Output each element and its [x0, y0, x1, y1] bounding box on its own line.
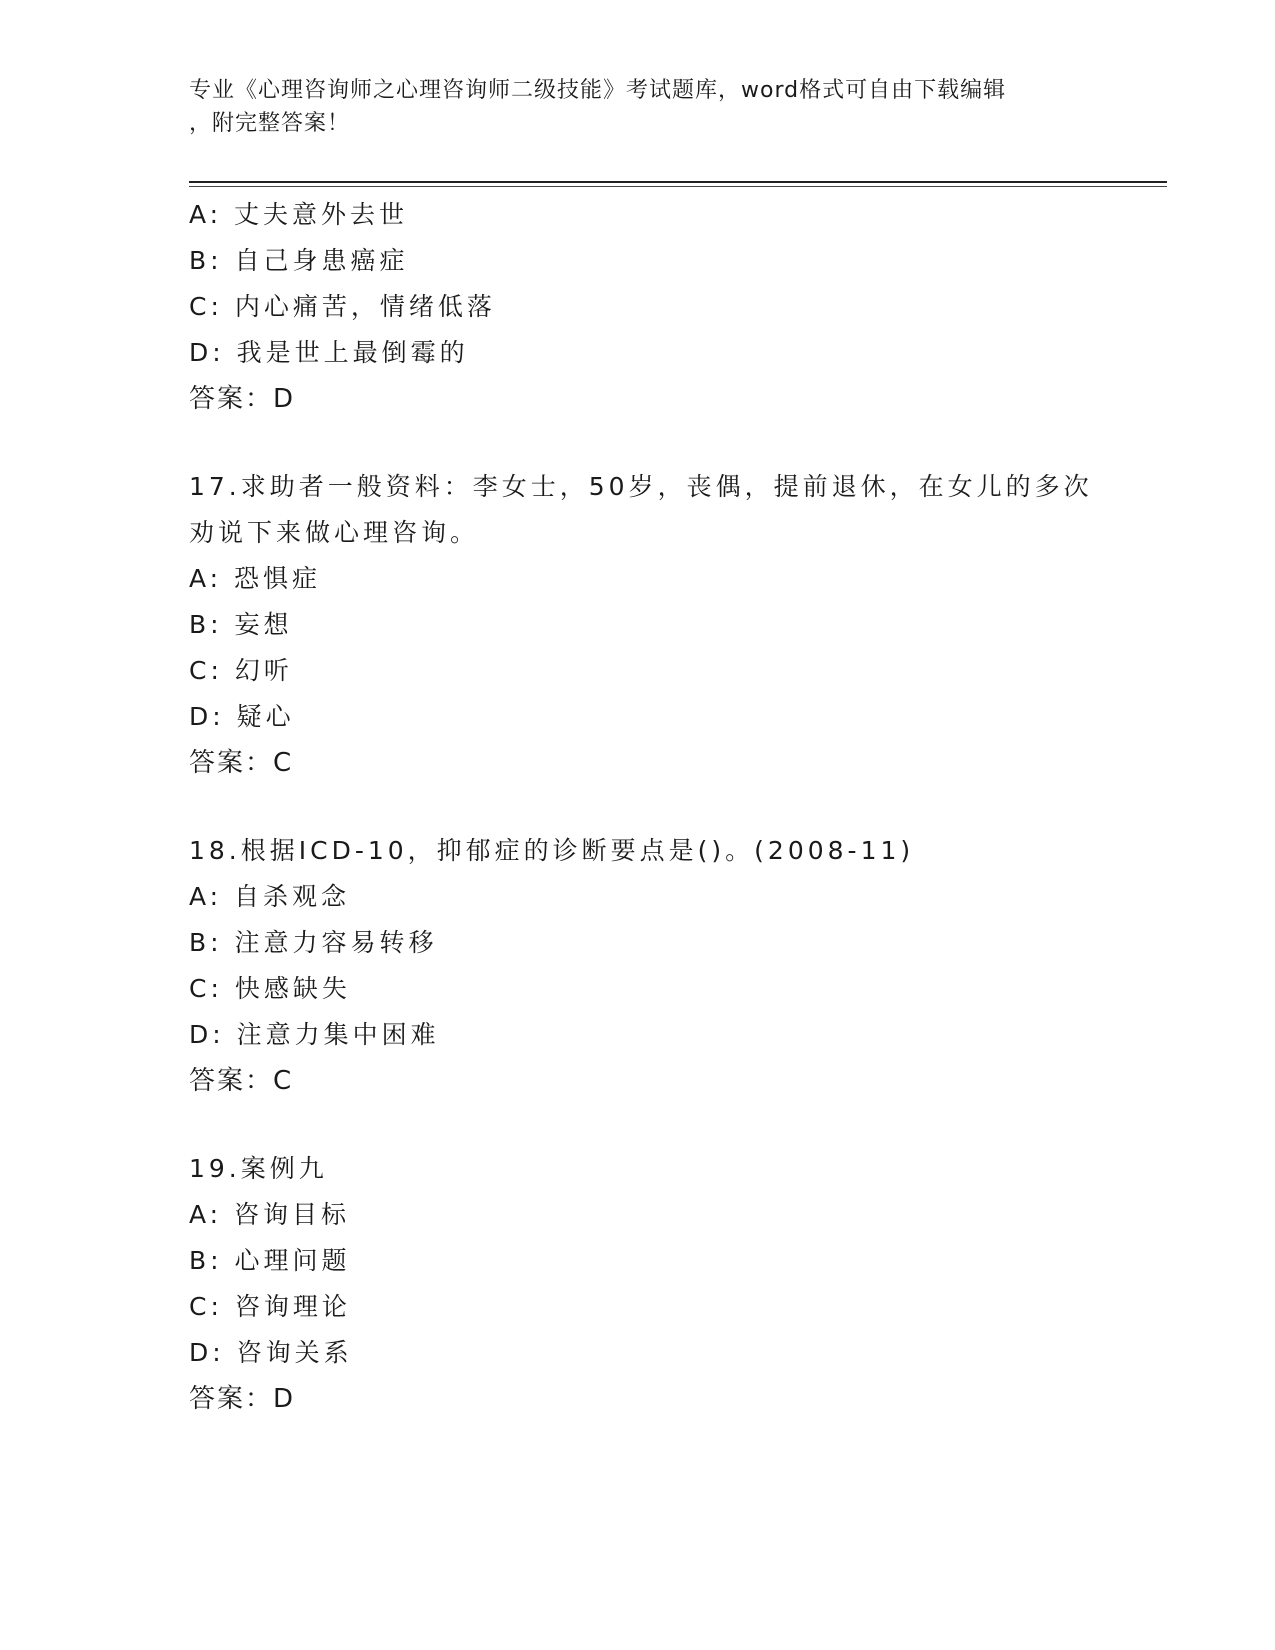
- question-stem-continued: 劝说下来做心理咨询。: [189, 518, 480, 547]
- header-divider-thin: [189, 186, 1167, 187]
- option-d: D: 疑心: [189, 702, 295, 731]
- question-list: [189, 192, 1109, 1422]
- option-b: B: 自己身患癌症: [189, 246, 409, 275]
- question-stem: 17.求助者一般资料：李女士，50岁，丧偶，提前退休，在女儿的多次: [189, 472, 1093, 501]
- option-c: C: 快感缺失: [189, 974, 351, 1003]
- answer: 答案：C: [189, 1066, 294, 1096]
- question-18: [189, 828, 1109, 1104]
- answer: 答案：D: [189, 1384, 296, 1414]
- option-b: B: 心理问题: [189, 1246, 351, 1275]
- option-a: A: 丈夫意外去世: [189, 200, 409, 229]
- answer: 答案：D: [189, 384, 296, 414]
- answer: 答案：C: [189, 748, 294, 778]
- document-header: [189, 74, 1079, 140]
- option-d: D: 注意力集中困难: [189, 1020, 440, 1049]
- spacer: [189, 786, 1109, 828]
- option-d: D: 我是世上最倒霉的: [189, 338, 469, 367]
- option-d: D: 咨询关系: [189, 1338, 353, 1367]
- option-c: C: 内心痛苦，情绪低落: [189, 292, 496, 321]
- option-b: B: 注意力容易转移: [189, 928, 438, 957]
- question-16: [189, 192, 1109, 422]
- option-a: A: 恐惧症: [189, 564, 322, 593]
- header-line-2: ，附完整答案！: [189, 111, 351, 136]
- option-a: A: 咨询目标: [189, 1200, 351, 1229]
- option-c: C: 咨询理论: [189, 1292, 351, 1321]
- header-line-1: 专业《心理咨询师之心理咨询师二级技能》考试题库，word格式可自由下载编辑: [189, 78, 1007, 103]
- question-stem: 18.根据ICD-10，抑郁症的诊断要点是()。(2008-11): [189, 836, 915, 865]
- question-17: [189, 464, 1109, 786]
- question-19: [189, 1146, 1109, 1422]
- spacer: [189, 1104, 1109, 1146]
- question-stem: 19.案例九: [189, 1154, 328, 1183]
- option-b: B: 妄想: [189, 610, 293, 639]
- spacer: [189, 422, 1109, 464]
- option-c: C: 幻听: [189, 656, 293, 685]
- header-divider-thick: [189, 181, 1167, 183]
- option-a: A: 自杀观念: [189, 882, 351, 911]
